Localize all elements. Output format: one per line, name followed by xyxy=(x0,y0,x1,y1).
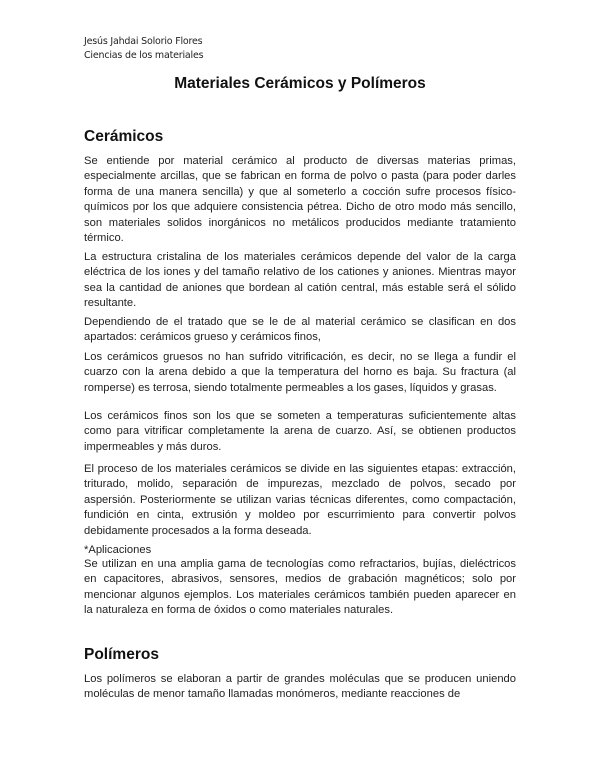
paragraph-polimeros: Los polímeros se elaboran a partir de grandes moléculas que se producen uniendo moléculas de menor tamaño llamadas monómeros, mediante reacciones de xyxy=(84,673,516,701)
paragraph-gruesos: Los cerámicos gruesos no han sufrido vitrificación, es decir, no se llega a fundir el cuarzo con la arena debido a que la temperatura del horno es baja. Su fractura (al romperse) es terrosa, siendo totalmente permeables a los gases, líquidos y grasas. xyxy=(84,351,516,394)
paragraph-aplicaciones: Se utilizan en una amplia gama de tecnologías como refractarios, bujías, dieléctricos en capacitores, abrasivos, sensores, medios de grabación magnéticos; solo por mencionar algunos ejemplos. Los materiales cerámicos también pueden aparecer en la naturaleza en forma de óxidos o como materiales naturales. xyxy=(84,558,516,617)
paragraph-finos: Los cerámicos finos son los que se someten a temperaturas suficientemente altas como para vitrificar completamente la arena de cuarzo. Así, se obtienen productos impermeables y más duros. xyxy=(84,410,516,453)
paragraph-definicion: Se entiende por material cerámico al producto de diversas materias primas, especialmente arcillas, que se fabrican en forma de polvo o pasta (para poder darles forma de una manera sencilla) y que al someterlo a cocción sufre procesos físico-químicos por los que adquiere consistencia pétrea. Dicho de otro modo más sencillo, son materiales solidos inorgánicos no metálicos producidos mediante tratamiento térmico. xyxy=(84,155,516,245)
section-heading-ceramicos: Cerámicos xyxy=(84,128,164,145)
paragraph-aplicaciones-label: *Aplicaciones xyxy=(84,544,152,556)
paragraph-clasificacion: Dependiendo de el tratado que se le de al material cerámico se clasifican en dos apartados: cerámicos grueso y cerámicos finos, xyxy=(84,316,516,344)
document-title: Materiales Cerámicos y Polímeros xyxy=(174,75,426,92)
paragraph-estructura: La estructura cristalina de los materiales cerámicos depende del valor de la carga eléctrica de los iones y del tamaño relativo de los cationes y aniones. Mientras mayor sea la cantidad de aniones que bordean al catión central, más estable será el sólido resultante. xyxy=(84,251,516,310)
paragraph-proceso: El proceso de los materiales cerámicos se divide en las siguientes etapas: extracción, triturado, molido, separación de impurezas, mezclado de polvos, secado por aspersión. Posteriormente se utilizan varias técnicas diferentes, como compactación, fundición en cinta, extrusión y moldeo por escurrimiento para convertir polvos debidamente procesados a la forma deseada. xyxy=(84,463,516,537)
author-name: Jesús Jahdai Solorio Flores xyxy=(84,36,203,47)
course-name: Ciencias de los materiales xyxy=(84,50,204,61)
section-heading-polimeros: Polímeros xyxy=(84,646,159,663)
